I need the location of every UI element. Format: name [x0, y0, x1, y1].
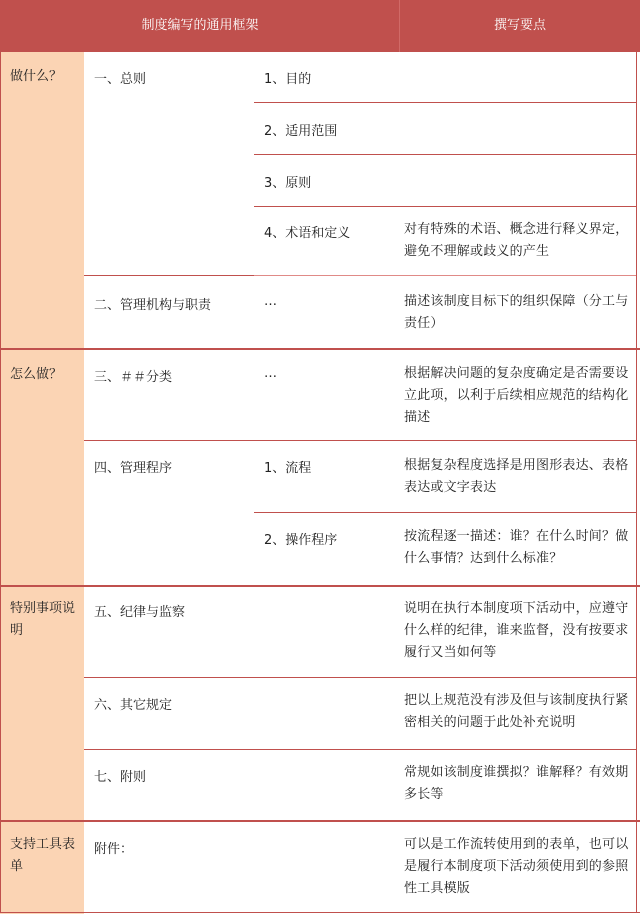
row-divider: [254, 275, 636, 276]
row-procedure: 四、管理程序: [94, 461, 173, 476]
item-terms: 4、术语和定义: [264, 226, 351, 241]
row-divider: [84, 749, 636, 750]
row-divider: [84, 440, 636, 441]
section-label-tools: 支持工具表单: [10, 837, 76, 874]
note-attachment: 可以是工作流转使用到的表单，也可以是履行本制度项下活动须使用到的参照性工具模版: [404, 837, 629, 896]
row-other: 六、其它规定: [94, 698, 173, 713]
row-discipline: 五、纪律与监察: [94, 605, 186, 620]
note-flow: 根据复杂程度选择是用图形表达、表格表达或文字表达: [404, 458, 629, 495]
framework-title: 制度编写的通用框架: [141, 18, 259, 33]
row-attachment: 附件：: [94, 842, 134, 857]
row-org: 二、管理机构与职责: [94, 298, 212, 313]
section-cell-what: [0, 52, 84, 349]
row-appendix: 七、附则: [94, 770, 147, 785]
note-other: 把以上规范没有涉及但与该制度执行紧密相关的问题于此处补充说明: [404, 693, 629, 730]
section-label-how: 怎么做？: [10, 367, 63, 382]
note-operation: 按流程逐一描述：谁？在什么时间？做什么事情？达到什么标准？: [404, 529, 629, 566]
item-purpose: 1、目的: [264, 72, 312, 87]
table-left-border: [0, 52, 1, 913]
table-header: [0, 0, 640, 52]
table-bottom-border: [0, 912, 640, 913]
item-scope: 2、适用范围: [264, 124, 338, 139]
row-divider: [254, 102, 636, 103]
row-divider: [254, 206, 636, 207]
points-title: 撰写要点: [493, 18, 546, 33]
item-category-ellipsis: …: [264, 366, 277, 381]
row-divider: [84, 677, 636, 678]
item-operation: 2、操作程序: [264, 533, 338, 548]
note-terms: 对有特殊的术语、概念进行释义界定，避免不理解或歧义的产生: [404, 222, 629, 259]
table-right-border: [636, 52, 637, 913]
item-org-ellipsis: …: [264, 294, 277, 309]
row-category: 三、＃＃分类: [94, 370, 173, 385]
note-appendix: 常规如该制度谁撰拟？谁解释？有效期多长等: [404, 765, 629, 802]
note-category: 根据解决问题的复杂度确定是否需要设立此项，以利于后续相应规范的结构化描述: [404, 366, 629, 425]
row-divider: [254, 154, 636, 155]
note-org: 描述该制度目标下的组织保障（分工与责任）: [404, 294, 629, 331]
section-divider: [0, 585, 640, 587]
section-divider: [0, 820, 640, 822]
section-label-special: 特别事项说明: [10, 601, 76, 638]
section-divider: [0, 348, 640, 350]
note-discipline: 说明在执行本制度项下活动中，应遵守什么样的纪律，谁来监督，没有按要求履行又当如何等: [404, 601, 629, 660]
row-divider: [254, 512, 636, 513]
item-flow: 1、流程: [264, 461, 312, 476]
row-general: 一、总则: [94, 72, 147, 87]
item-principle: 3、原则: [264, 176, 312, 191]
section-label-what: 做什么？: [10, 69, 63, 84]
row-divider: [84, 275, 254, 276]
